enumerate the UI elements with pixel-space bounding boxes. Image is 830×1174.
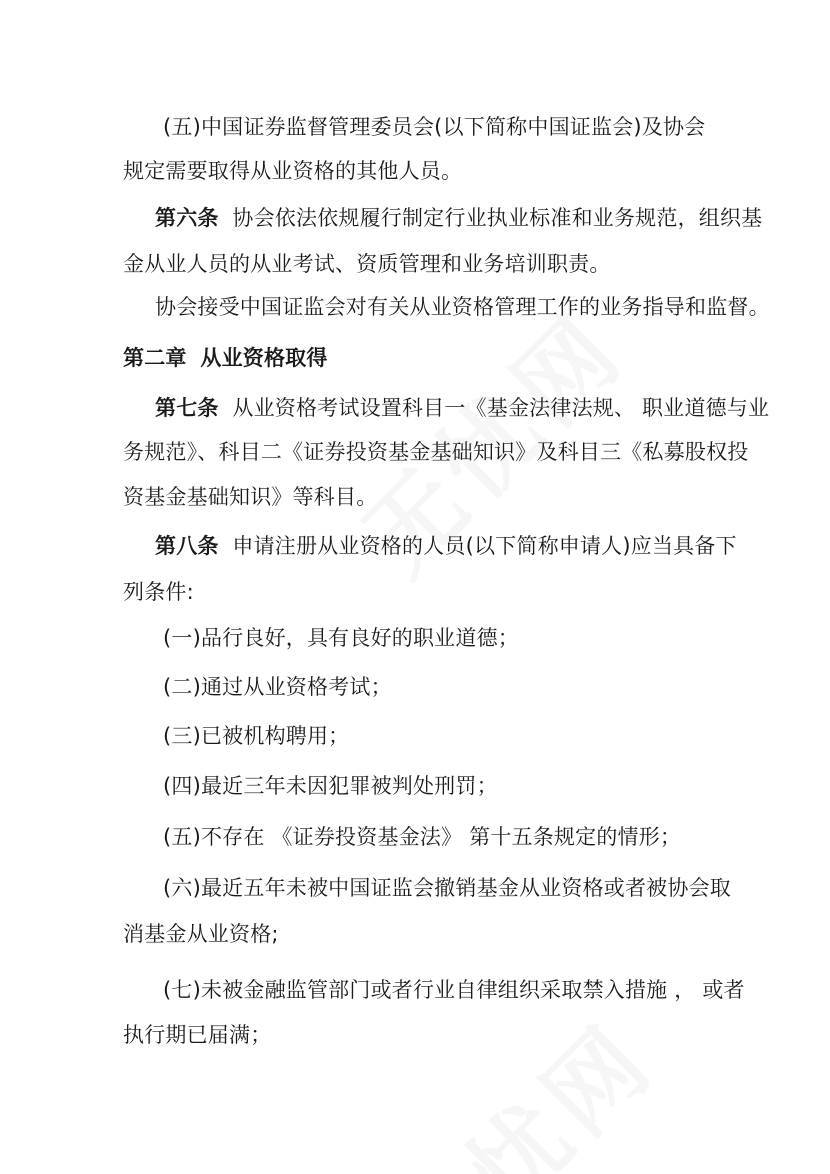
paragraph-line: 规定需要取得从业资格的其他人员。	[123, 159, 463, 183]
article-text: 从业资格考试设置科目一《基金法律法规、 职业道德与业	[232, 396, 770, 420]
paragraph-line: (五)中国证券监督管理委员会(以下简称中国证监会)及协会	[163, 115, 706, 139]
list-item-continuation: 执行期已届满；	[123, 1023, 272, 1047]
article-text: 申请注册从业资格的人员(以下简称申请人)应当具备下	[232, 534, 737, 558]
paragraph-line: 务规范》、科目二《证券投资基金基础知识》及科目三《私募股权投	[123, 440, 749, 464]
chapter-label: 第二章	[123, 346, 187, 370]
article-6-line	[155, 204, 762, 232]
list-item: (一)品行良好，具有良好的职业道德；	[163, 626, 519, 650]
article-label: 第八条	[155, 534, 219, 558]
paragraph-line: 资基金基础知识》等科目。	[123, 485, 378, 509]
article-label: 第七条	[155, 396, 219, 420]
list-item-continuation: 消基金从业资格;	[123, 922, 279, 946]
watermark	[358, 988, 680, 1174]
chapter-title: 从业资格取得	[200, 346, 328, 370]
list-item: (六)最近五年未被中国证监会撤销基金从业资格或者被协会取	[163, 876, 731, 900]
article-text: 协会依法依规履行制定行业执业标准和业务规范，组织基	[232, 206, 763, 230]
article-8-line	[155, 532, 737, 560]
list-item: (五)不存在 《证券投资基金法》 第十五条规定的情形；	[163, 825, 682, 849]
paragraph-line: 金从业人员的从业考试、资质管理和业务培训职责。	[123, 252, 611, 276]
chapter-heading	[123, 344, 328, 372]
article-7-line	[155, 394, 769, 422]
list-item: (二)通过从业资格考试；	[163, 675, 392, 699]
paragraph-line: 协会接受中国证监会对有关从业资格管理工作的业务指导和监督。	[155, 295, 770, 319]
list-item: (三)已被机构聘用；	[163, 724, 350, 748]
article-label: 第六条	[155, 206, 219, 230]
list-item: (七)未被金融监管部门或者行业自律组织采取禁入措施 ， 或者	[163, 978, 745, 1002]
paragraph-line: 列条件:	[123, 580, 194, 604]
list-item: (四)最近三年未因犯罪被判处刑罚；	[163, 774, 498, 798]
